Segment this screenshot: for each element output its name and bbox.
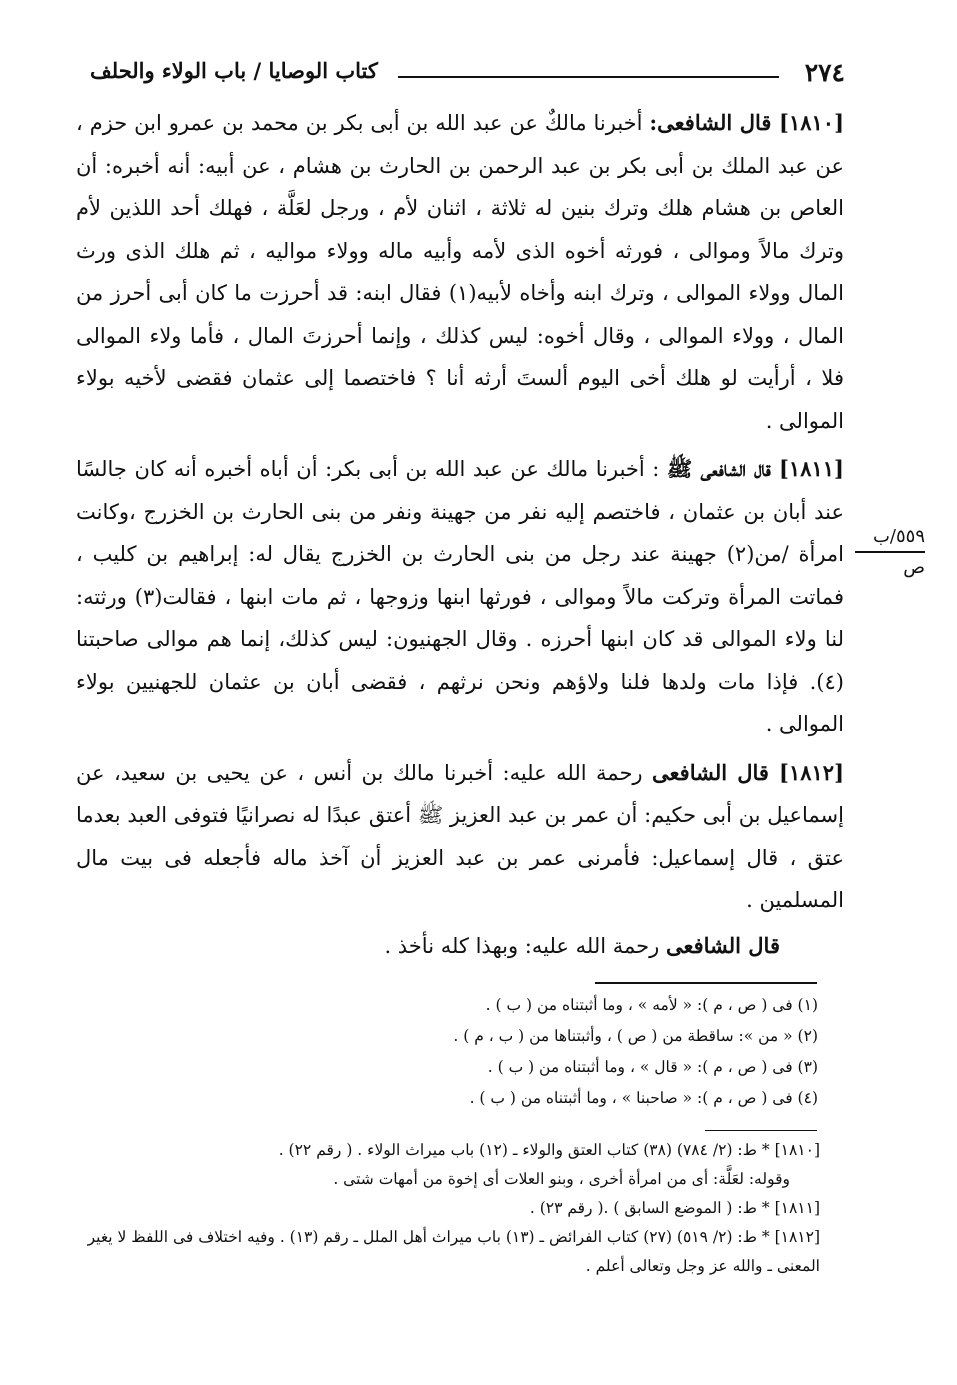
hadith-text: أخبرنا مالكٌ عن عبد الله بن أبى بكر بن محمد بن عمرو ابن حزم ، عن عبد الملك بن أبى بكر بن عبد الرحمن بن الحارث بن هشام ، عن أبيه: أنه أخبره: أن العاص بن هشام هلك وترك بنين له ثلاثة ، اثنان لأم ، ورجل لعَلَّة ، فهلك أحد اللذين لأم وترك مالاً وموالى ، فورثه أخوه الذى لأمه وأبيه ماله وولاء مواليه ، ثم هلك الذى ورث المال وولاء الموالى ، وترك ابنه وأخاه لأبيه(١) فقال ابنه: قد أحرزت ما كان أبى أحرز من المال ، وولاء الموالى ، وقال أخوه: ليس كذلك ، وإنما أحرزتَ المال ، فأما ولاء الموالى فلا ، أرأيت لو هلك أخى اليوم ألستَ أرثه أنا ؟ فاختصما إلى عثمان فقضى لأخيه بولاء الموالى .	[76, 111, 844, 433]
footnotes	[300, 990, 818, 1114]
reference: [١٨١٢] * ط: (٢/ ٥١٩) (٢٧) كتاب الفرائض ـ (١٣) باب ميراث أهل الملل ـ رقم (١٣) . وفيه اختلاف فى اللفظ لا يغير المعنى ـ والله عز وجل وتعالى أعلم .	[87, 1228, 820, 1275]
running-header	[90, 58, 845, 94]
source-references	[62, 1136, 820, 1281]
main-text	[76, 102, 844, 922]
footnote: (٢) « من »: ساقطة من ( ص ) ، وأثبتناها من ( ب ، م ) .	[453, 1027, 818, 1045]
notes-separator	[595, 982, 817, 984]
footnote: (٤) فى ( ص ، م ): « صاحبنا » ، وما أثبتناه من ( ب ) .	[469, 1089, 818, 1107]
page-number: ٢٧٤	[804, 58, 845, 87]
footnote: (١) فى ( ص ، م ): « لأمه » ، وما أثبتناه من ( ب ) .	[485, 996, 818, 1014]
hadith-text: : أخبرنا مالك عن عبد الله بن أبى بكر: أن أباه أخبره أنه كان جالسًا عند أبان بن عثمان ، فاختصم إليه نفر من جهينة ونفر من بنى الحارث بن الخزرج ،وكانت امرأة /من(٢) جهينة عند رجل من بنى الحارث بن الخزرج يقال له: إبراهيم بن كليب ، فماتت المرأة وتركت مالاً وموالى ، فورثها ابنها وزوجها ، ثم مات ابنها ، فقالت(٣) ورثته: لنا ولاء الموالى قد كان ابنها أحرزه . وقال الجهنيون: ليس كذلك، إنما هم موالى صاحبتنا (٤). فإذا مات ولدها فلنا ولاؤهم ونحن نرثهم ، فقضى أبان بن عثمان للجهنيين بولاء الموالى .	[76, 457, 845, 736]
closing-text: رحمة الله عليه: وبهذا كله نأخذ .	[384, 934, 666, 958]
reference: [١٨١٠] * ط: (٢/ ٧٨٤) (٣٨) كتاب العتق والولاء ـ (١٢) باب ميراث الولاء . ( رقم ٢٢) .	[278, 1141, 820, 1159]
references-separator	[705, 1130, 817, 1131]
hadith-1810	[76, 102, 844, 442]
reference-gloss: وقوله: لعَلَّة: أى من امرأة أخرى ، وبنو العلات أى إخوة من أمهات شتى .	[333, 1170, 790, 1188]
reference: [١٨١١] * ط: ( الموضع السابق ) .( رقم ٢٣) .	[529, 1199, 820, 1217]
hadith-label: [١٨١٢] قال الشافعى	[652, 759, 844, 785]
hadith-label: [١٨١٠] قال الشافعى:	[649, 110, 844, 135]
footnote: (٣) فى ( ص ، م ): « قال » ، وما أثبتناه من ( ب ) .	[487, 1058, 818, 1076]
hadith-text: رحمة الله عليه: أخبرنا مالك بن أنس ، عن يحيى بن سعيد، عن إسماعيل بن أبى حكيم: أن عمر بن عبد العزيز ﷺ أعتق عبدًا له نصرانيًا فتوفى العبد بعدما عتق ، قال إسماعيل: فأمرنى عمر بن عبد العزيز أن آخذ ماله فأجعله فى بيت مال المسلمين .	[76, 760, 844, 912]
header-title: كتاب الوصايا / باب الولاء والحلف	[90, 58, 378, 83]
hadith-1811	[76, 448, 844, 746]
margin-siglum: ص	[903, 557, 925, 578]
hadith-1812	[76, 752, 844, 922]
margin-note	[855, 526, 925, 579]
hadith-label: [١٨١١] قال الشافعى ﷺ	[666, 456, 844, 481]
margin-folio: ٥٥٩/ب	[872, 526, 925, 547]
closing-statement	[76, 928, 780, 964]
margin-rule	[855, 551, 925, 553]
header-rule	[398, 76, 779, 78]
closing-label: قال الشافعى	[665, 933, 780, 958]
